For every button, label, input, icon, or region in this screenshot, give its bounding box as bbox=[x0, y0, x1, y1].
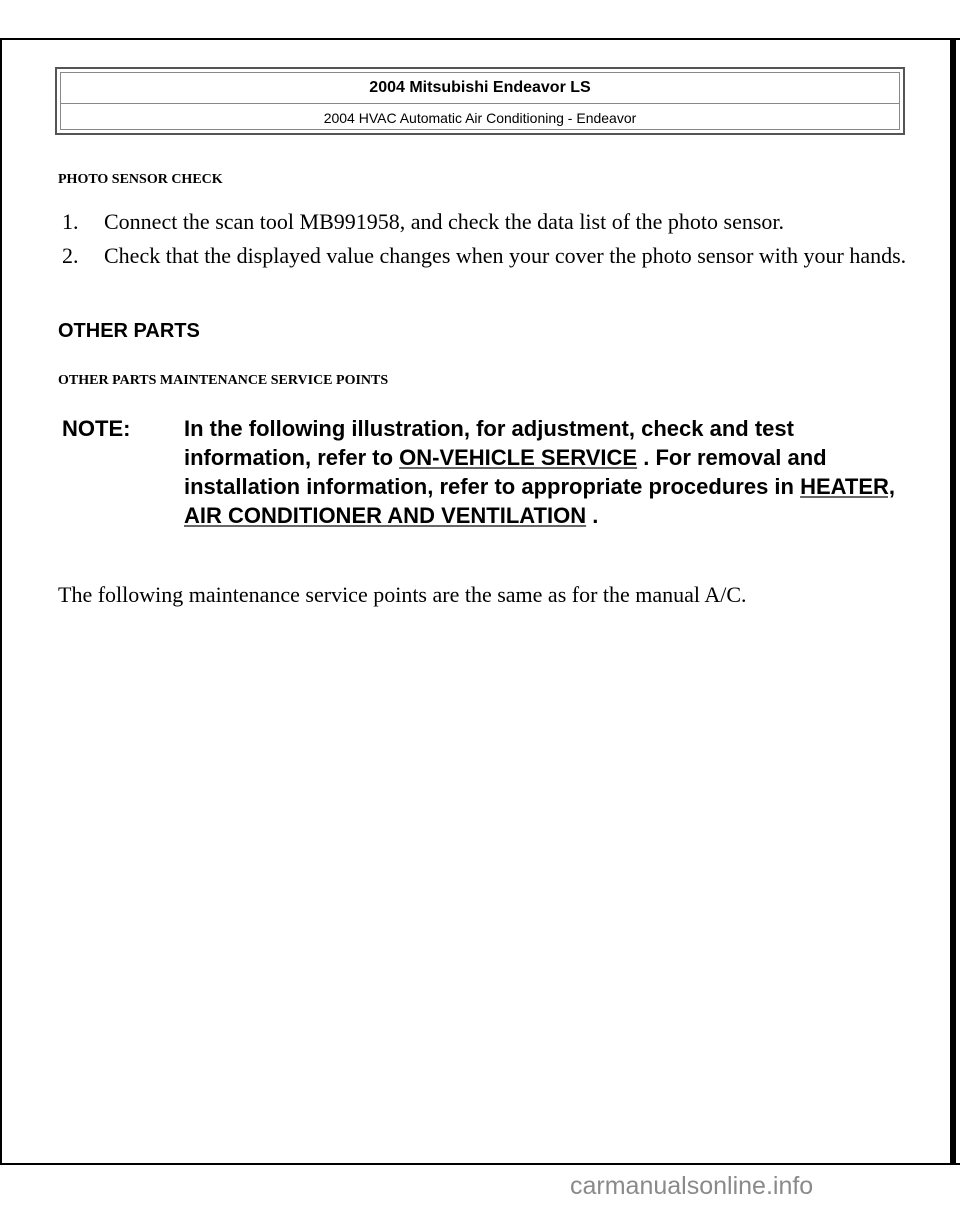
note-text-part: In the following illustration, for adjustment, check and test information, refer to bbox=[184, 416, 794, 470]
photo-sensor-heading: PHOTO SENSOR CHECK bbox=[58, 172, 223, 187]
document-header bbox=[55, 67, 905, 135]
step-item bbox=[58, 241, 918, 271]
photo-sensor-steps bbox=[58, 207, 918, 275]
frame-left bbox=[0, 38, 2, 1165]
on-vehicle-service-link[interactable]: ON-VEHICLE SERVICE bbox=[399, 445, 638, 470]
maintenance-paragraph: The following maintenance service points are the same as for the manual A/C. bbox=[58, 582, 747, 607]
note-label: NOTE: bbox=[62, 416, 131, 441]
frame-top bbox=[0, 0, 960, 40]
step-item bbox=[58, 207, 918, 237]
step-text: Connect the scan tool MB991958, and check the data list of the photo sensor. bbox=[104, 209, 785, 234]
document-header-inner bbox=[60, 72, 900, 130]
step-number: 1. bbox=[62, 209, 79, 234]
note-text-part: . bbox=[586, 503, 599, 528]
vehicle-title: 2004 Mitsubishi Endeavor LS bbox=[61, 73, 899, 104]
heater-ac-ventilation-link[interactable]: HEATER, AIR CONDITIONER AND VENTILATION bbox=[184, 474, 896, 528]
step-number: 2. bbox=[62, 243, 79, 268]
maintenance-heading: OTHER PARTS MAINTENANCE SERVICE POINTS bbox=[58, 373, 389, 388]
note-text bbox=[184, 414, 904, 530]
watermark: carmanualsonline.info bbox=[570, 1172, 814, 1200]
note-text-part: . For removal and installation information, refer to appropriate procedures in bbox=[184, 445, 827, 499]
frame-right bbox=[950, 38, 956, 1165]
frame-bottom bbox=[0, 1163, 960, 1165]
section-title: 2004 HVAC Automatic Air Conditioning - Endeavor bbox=[323, 110, 637, 126]
other-parts-heading: OTHER PARTS bbox=[58, 320, 200, 342]
step-text: Check that the displayed value changes when your cover the photo sensor with your hands. bbox=[104, 243, 907, 268]
